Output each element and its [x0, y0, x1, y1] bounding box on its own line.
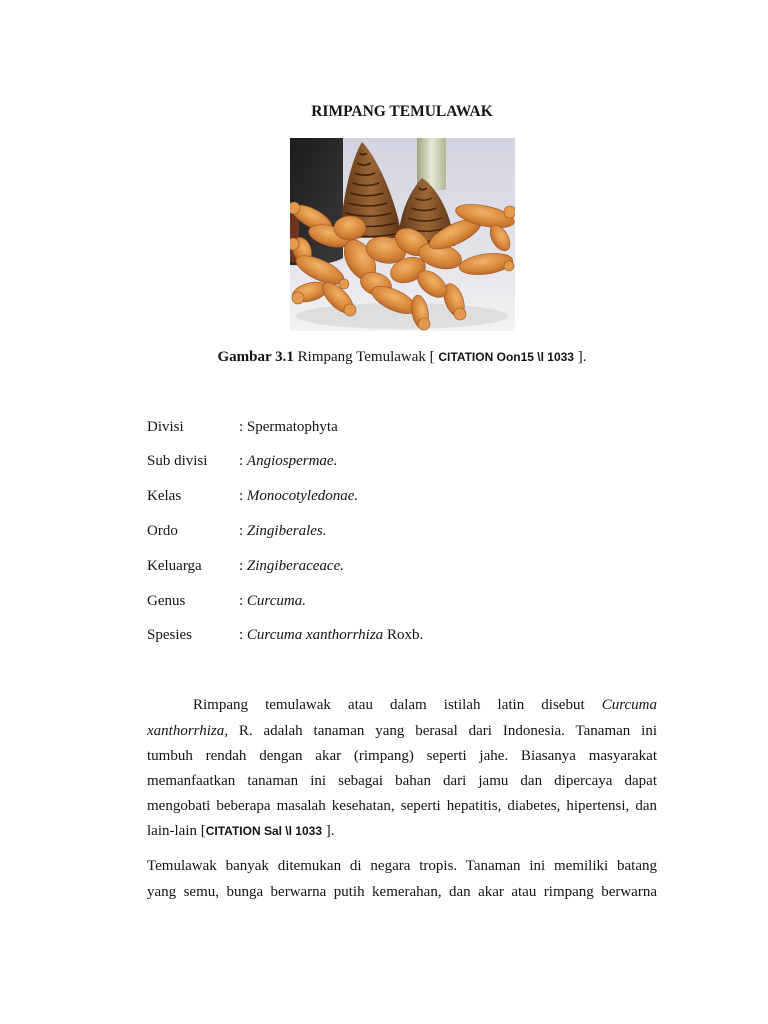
author-abbreviation: Roxb.: [386, 627, 424, 644]
paragraph-line: [147, 794, 657, 819]
citation-close: ].: [325, 823, 335, 840]
classification-row: [147, 514, 657, 549]
classification-row: [147, 444, 657, 479]
row-value: [239, 618, 423, 653]
scientific-name: xanthorrhiza,: [147, 722, 228, 739]
citation-close: ].: [577, 349, 587, 365]
row-value: [239, 584, 306, 619]
classification-row: [147, 549, 657, 584]
line-text: memanfaatkan tanaman ini sebagai bahan dari jamu dan dipercaya dapat: [147, 773, 657, 789]
classification-row: [147, 410, 657, 445]
separator: :: [239, 453, 244, 470]
paragraph-line: [147, 769, 657, 794]
separator: :: [239, 488, 244, 505]
classification-row: [147, 479, 657, 514]
classification-row: [147, 618, 657, 653]
rhizome-tip: [290, 202, 300, 214]
separator: :: [239, 557, 244, 574]
paragraph-line: [147, 744, 657, 769]
paragraph-line: [147, 880, 657, 905]
paragraph-2: [147, 854, 657, 904]
row-label: Spesies: [147, 627, 192, 644]
line-text: Rimpang temulawak atau dalam istilah latin disebut: [193, 697, 585, 714]
rhizome-tip: [454, 308, 466, 320]
value-text: Zingiberaceace.: [246, 557, 344, 574]
rhizome-finger: [334, 216, 366, 240]
row-label: Divisi: [147, 418, 184, 435]
page-title: RIMPANG TEMULAWAK: [311, 103, 493, 120]
row-value: [239, 514, 327, 549]
figure-label: Gambar 3.1: [217, 349, 294, 365]
row-label: Genus: [147, 592, 186, 609]
value-text: Zingiberales.: [246, 522, 327, 539]
rhizome-tip: [504, 261, 514, 271]
line-text: yang semu, bunga berwarna putih kemerahan, dan akar atau rimpang berwarna: [147, 883, 657, 900]
citation-field: CITATION Oon15 \l 1033: [438, 350, 574, 364]
paragraph-line: [147, 693, 657, 718]
figure-caption-text: Rimpang Temulawak [: [297, 349, 435, 365]
line-text: mengobati beberapa masalah kesehatan, seperti hepatitis, diabetes, hipertensi, dan: [147, 798, 657, 815]
row-label: Kelas: [147, 488, 182, 505]
rhizome-tip: [418, 318, 430, 330]
rimpang-temulawak-photo: [290, 138, 515, 331]
rhizome-tip: [292, 292, 304, 304]
value-text: Curcuma xanthorrhiza: [246, 627, 384, 644]
paragraph-line: [147, 719, 657, 744]
classification-row: [147, 584, 657, 619]
row-label: Keluarga: [147, 557, 202, 574]
line-text: R. adalah tanaman yang berasal dari Indonesia. Tanaman ini: [238, 722, 657, 739]
row-label: Ordo: [147, 522, 178, 539]
row-value: [239, 410, 338, 445]
value-text: Angiospermae.: [246, 453, 338, 470]
line-text: Temulawak banyak ditemukan di negara tropis. Tanaman ini memiliki batang: [147, 858, 657, 875]
rhizome-tip: [339, 279, 349, 289]
row-value: [239, 549, 344, 584]
rhizome-tip: [344, 304, 356, 316]
paragraph-1: [147, 693, 657, 844]
separator: :: [239, 627, 244, 644]
separator: :: [239, 592, 244, 609]
classification-table: [147, 410, 657, 654]
value-text: Curcuma.: [246, 592, 306, 609]
separator: :: [239, 522, 244, 539]
paragraph-line: [147, 819, 657, 844]
separator: :: [239, 418, 244, 435]
row-value: [239, 479, 358, 514]
line-text: tumbuh rendah dengan akar (rimpang) seperti jahe. Biasanya masyarakat: [147, 747, 657, 764]
paragraph-line: [147, 854, 657, 879]
line-text: lain-lain [: [147, 823, 206, 840]
value-text: Monocotyledonae.: [246, 488, 359, 505]
figure-caption: [147, 347, 657, 367]
row-label: Sub divisi: [147, 453, 208, 470]
rhizome-tip: [290, 238, 299, 250]
value-text: Spermatophyta: [246, 418, 338, 435]
rhizome-tip: [504, 206, 515, 218]
citation-field: CITATION Sal \l 1033: [205, 824, 322, 839]
scientific-name: Curcuma: [601, 697, 657, 714]
row-value: [239, 444, 337, 479]
